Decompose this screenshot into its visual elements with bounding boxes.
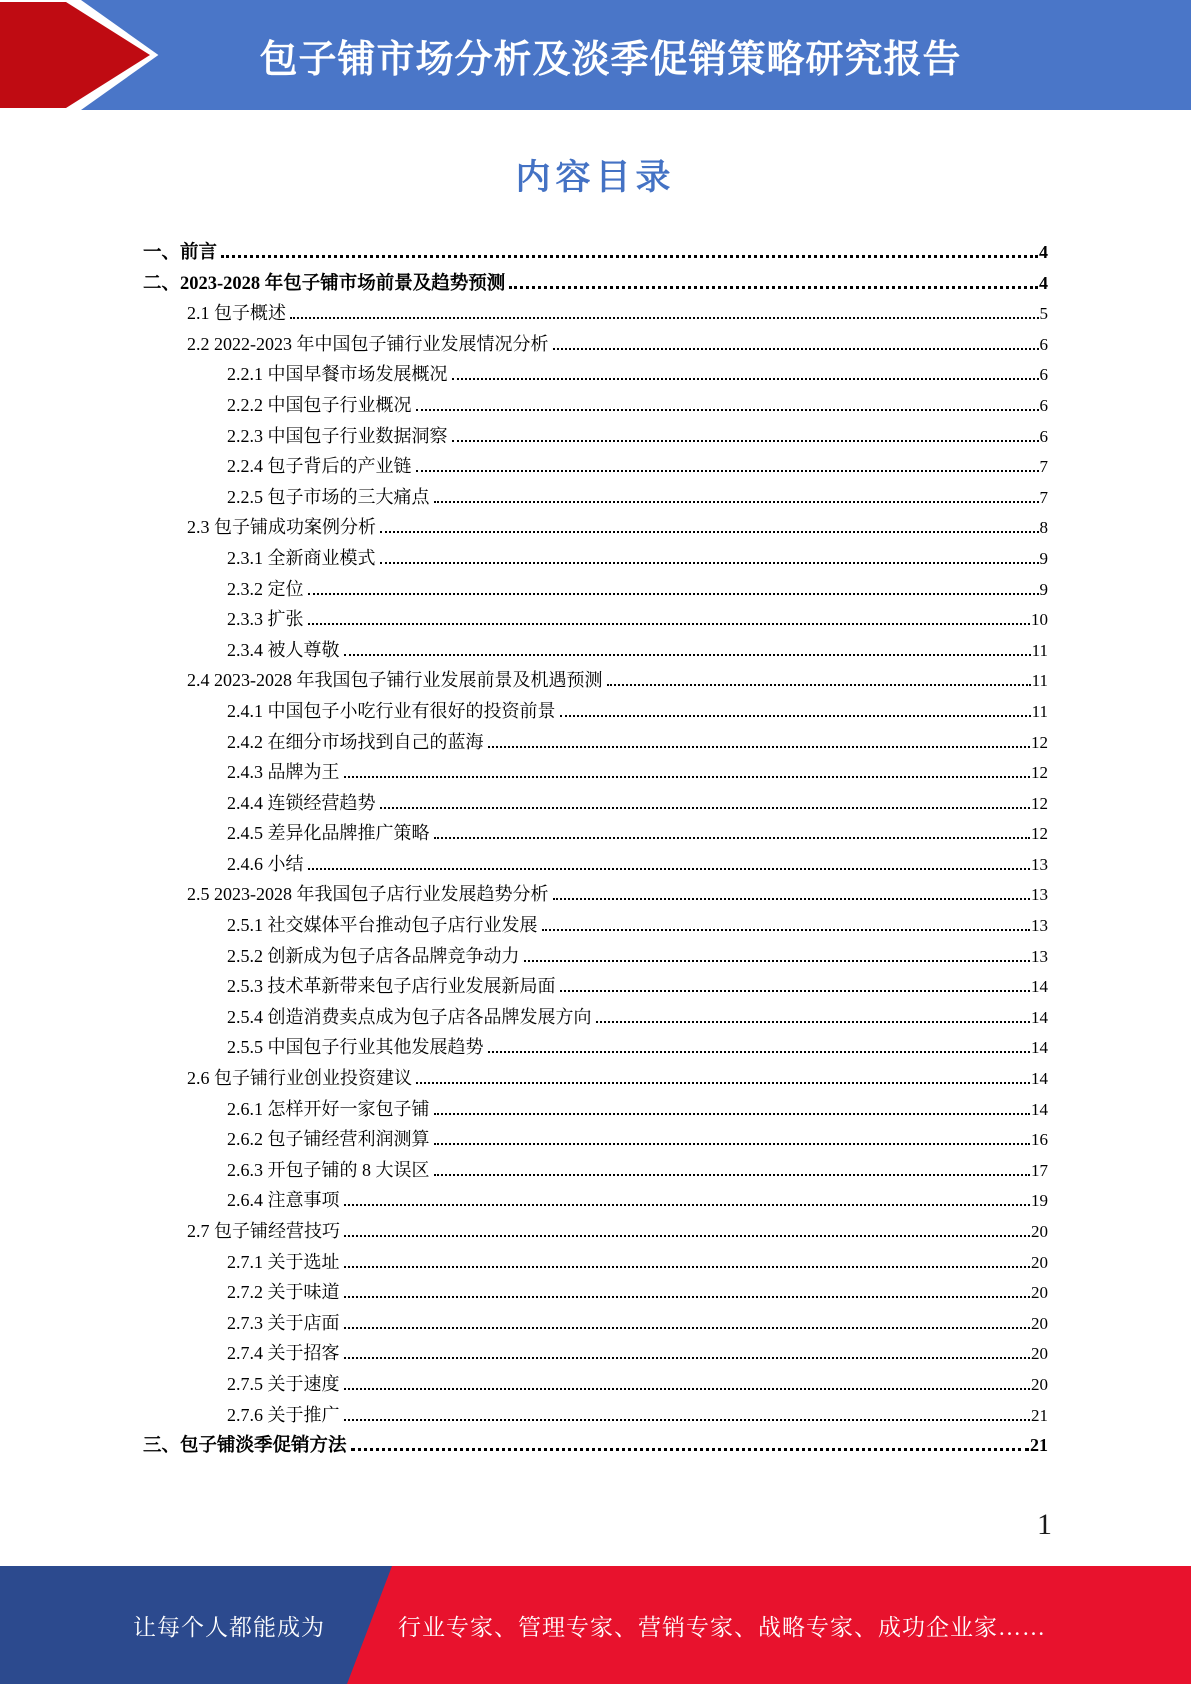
toc-leader-dots	[344, 1204, 1031, 1206]
toc-page-number: 12	[1031, 824, 1048, 844]
toc-leader-dots	[344, 1419, 1031, 1421]
toc-page-number: 20	[1031, 1222, 1048, 1241]
page-number: 1	[1037, 1508, 1052, 1541]
toc-page-number: 13	[1031, 885, 1048, 905]
toc-leader-dots	[308, 593, 1039, 595]
toc-entry[interactable]	[143, 941, 1048, 972]
toc-entry-label: 2.2.1 中国早餐市场发展概况	[227, 364, 448, 385]
toc-leader-dots	[380, 562, 1039, 564]
toc-entry[interactable]	[143, 451, 1048, 482]
toc-entry[interactable]	[143, 604, 1048, 635]
toc-leader-dots	[434, 1143, 1031, 1145]
toc-entry-label: 2.7.5 关于速度	[227, 1373, 340, 1394]
toc-entry[interactable]	[143, 390, 1048, 421]
toc-leader-dots	[344, 1266, 1031, 1268]
toc-leader-dots	[344, 654, 1031, 656]
toc-page-number: 20	[1031, 1252, 1048, 1272]
toc-page-number: 7	[1039, 457, 1048, 477]
toc-page-number: 12	[1031, 793, 1048, 813]
toc-page-number: 20	[1031, 1283, 1048, 1303]
toc-leader-dots	[434, 1174, 1031, 1176]
toc-page-number: 20	[1031, 1374, 1048, 1394]
toc-entry[interactable]	[143, 359, 1048, 390]
report-title: 包子铺市场分析及淡季促销策略研究报告	[259, 38, 962, 81]
toc-page-number: 14	[1031, 1038, 1048, 1058]
toc-entry-label: 一、前言	[143, 243, 218, 263]
toc-entry-label: 2.4.5 差异化品牌推广策略	[227, 823, 430, 844]
toc-page-number: 11	[1031, 671, 1048, 691]
toc-entry[interactable]	[143, 849, 1048, 880]
toc-leader-dots	[509, 286, 1038, 289]
toc-entry-label: 2.6.1 怎样开好一家包子铺	[227, 1098, 430, 1119]
table-of-contents	[143, 237, 1048, 1461]
toc-page-number: 8	[1039, 518, 1048, 538]
toc-entry-label: 2.6.3 开包子铺的 8 大误区	[227, 1159, 430, 1180]
toc-page-number: 20	[1031, 1313, 1048, 1333]
toc-entry[interactable]	[143, 1155, 1048, 1186]
toc-entry-label: 2.5.2 创新成为包子店各品牌竞争动力	[227, 945, 520, 966]
toc-page-number: 4	[1039, 272, 1048, 293]
toc-entry-label: 2.7.2 关于味道	[227, 1282, 340, 1303]
toc-entry-label: 2.7 包子铺经营技巧	[187, 1221, 340, 1241]
toc-entry-label: 2.3.4 被人尊敬	[227, 639, 340, 660]
toc-page-number: 6	[1039, 395, 1048, 415]
toc-page-number: 13	[1031, 854, 1048, 874]
toc-entry-label: 2.4 2023-2028 年我国包子铺行业发展前景及机遇预测	[187, 670, 603, 691]
toc-entry[interactable]	[143, 1216, 1048, 1247]
toc-leader-dots	[308, 868, 1031, 870]
toc-leader-dots	[434, 837, 1031, 839]
toc-leader-dots	[524, 960, 1031, 962]
toc-entry[interactable]	[143, 512, 1048, 543]
toc-leader-dots	[416, 1082, 1030, 1084]
toc-entry-label: 2.2.4 包子背后的产业链	[227, 456, 412, 477]
toc-page-number: 13	[1031, 946, 1048, 966]
toc-page-number: 4	[1039, 242, 1048, 262]
toc-page-number: 7	[1039, 487, 1048, 507]
toc-entry[interactable]	[143, 971, 1048, 1002]
toc-leader-dots	[434, 501, 1039, 503]
toc-entry-label: 2.7.6 关于推广	[227, 1404, 340, 1425]
toc-entry-label: 2.4.4 连锁经营趋势	[227, 792, 376, 813]
toc-leader-dots	[344, 1327, 1031, 1329]
toc-entry-label: 2.7.3 关于店面	[227, 1312, 340, 1333]
toc-entry[interactable]	[143, 574, 1048, 605]
toc-page-number: 14	[1031, 977, 1048, 997]
toc-entry[interactable]	[143, 543, 1048, 574]
toc-entry[interactable]	[143, 757, 1048, 788]
toc-entry-label: 2.3.3 扩张	[227, 609, 304, 630]
toc-entry-label: 2.2.3 中国包子行业数据洞察	[227, 425, 448, 446]
toc-entry[interactable]	[143, 482, 1048, 513]
toc-entry-label: 2.6.4 注意事项	[227, 1190, 340, 1211]
report-title-banner	[0, 0, 1191, 110]
toc-entry-label: 2.5.4 创造消费卖点成为包子店各品牌发展方向	[227, 1006, 592, 1027]
toc-page-number: 14	[1031, 1099, 1048, 1119]
toc-entry-label: 2.5.1 社交媒体平台推动包子店行业发展	[227, 915, 538, 936]
toc-page-number: 9	[1039, 579, 1048, 599]
footer	[0, 1566, 1191, 1684]
toc-entry[interactable]	[143, 1185, 1048, 1216]
toc-page-number: 12	[1031, 763, 1048, 783]
toc-page-number: 21	[1031, 1405, 1048, 1425]
toc-page-number: 12	[1031, 732, 1048, 752]
toc-entry-label: 2.4.3 品牌为王	[227, 762, 340, 783]
toc-entry[interactable]	[143, 268, 1048, 299]
toc-leader-dots	[452, 440, 1039, 442]
toc-entry[interactable]	[143, 1430, 1048, 1461]
footer-slogan-left: 让每个人都能成为	[133, 1614, 325, 1640]
toc-entry[interactable]	[143, 665, 1048, 696]
toc-entry[interactable]	[143, 818, 1048, 849]
toc-page-number: 14	[1031, 1069, 1048, 1089]
toc-page-number: 19	[1031, 1191, 1048, 1211]
toc-entry-label: 2.3.1 全新商业模式	[227, 547, 376, 568]
toc-entry-label: 2.2 2022-2023 年中国包子铺行业发展情况分析	[187, 333, 549, 354]
toc-page-number: 10	[1031, 610, 1048, 630]
toc-entry-label: 2.4.6 小结	[227, 853, 304, 874]
toc-page-number: 16	[1031, 1130, 1048, 1150]
toc-leader-dots	[434, 1113, 1031, 1115]
toc-leader-dots	[452, 378, 1039, 380]
toc-entry[interactable]	[143, 635, 1048, 666]
toc-page-number: 11	[1031, 640, 1048, 660]
toc-leader-dots	[560, 715, 1031, 717]
toc-leader-dots	[290, 317, 1039, 319]
toc-page-number: 9	[1039, 548, 1048, 568]
toc-leader-dots	[553, 898, 1031, 900]
toc-leader-dots	[596, 1021, 1031, 1023]
toc-heading: 内容目录	[515, 158, 676, 197]
toc-entry[interactable]	[143, 1338, 1048, 1369]
toc-entry[interactable]	[143, 1063, 1048, 1094]
toc-entry-label: 三、包子铺淡季促销方法	[143, 1436, 347, 1457]
toc-entry[interactable]	[143, 696, 1048, 727]
toc-page-number: 13	[1031, 916, 1048, 936]
toc-entry[interactable]	[143, 298, 1048, 329]
toc-entry[interactable]	[143, 727, 1048, 758]
toc-page-number: 11	[1031, 701, 1048, 721]
toc-leader-dots	[344, 1235, 1030, 1237]
toc-leader-dots	[416, 470, 1039, 472]
toc-leader-dots	[607, 684, 1031, 686]
toc-leader-dots	[380, 531, 1039, 533]
toc-page-number: 17	[1031, 1160, 1048, 1180]
toc-leader-dots	[542, 929, 1031, 931]
toc-entry[interactable]	[143, 879, 1048, 910]
toc-entry-label: 2.6 包子铺行业创业投资建议	[187, 1068, 412, 1089]
toc-entry-label: 2.2.2 中国包子行业概况	[227, 394, 412, 415]
toc-entry-label: 2.1 包子概述	[187, 303, 286, 324]
toc-leader-dots	[344, 1388, 1031, 1390]
toc-entry-label: 2.4.2 在细分市场找到自己的蓝海	[227, 731, 484, 752]
toc-page-number: 20	[1031, 1344, 1048, 1364]
toc-entry[interactable]	[143, 1277, 1048, 1308]
toc-leader-dots	[560, 990, 1031, 992]
toc-entry[interactable]	[143, 1247, 1048, 1278]
toc-entry-label: 2.4.1 中国包子小吃行业有很好的投资前景	[227, 700, 556, 721]
toc-entry[interactable]	[143, 1400, 1048, 1431]
toc-leader-dots	[221, 255, 1038, 258]
toc-page-number: 14	[1031, 1007, 1048, 1027]
toc-entry-label: 2.5.5 中国包子行业其他发展趋势	[227, 1037, 484, 1058]
toc-entry[interactable]	[143, 421, 1048, 452]
toc-entry[interactable]	[143, 1124, 1048, 1155]
footer-slogan-right: 行业专家、管理专家、营销专家、战略专家、成功企业家……	[398, 1614, 1046, 1640]
toc-leader-dots	[380, 807, 1031, 809]
toc-leader-dots	[308, 623, 1031, 625]
toc-entry[interactable]	[143, 237, 1048, 268]
toc-entry[interactable]	[143, 1308, 1048, 1339]
toc-leader-dots	[553, 348, 1039, 350]
toc-leader-dots	[351, 1448, 1029, 1451]
toc-entry-label: 2.7.4 关于招客	[227, 1343, 340, 1364]
toc-entry-label: 2.5 2023-2028 年我国包子店行业发展趋势分析	[187, 884, 549, 905]
toc-entry-label: 二、2023-2028 年包子铺市场前景及趋势预测	[143, 273, 506, 294]
toc-entry[interactable]	[143, 788, 1048, 819]
toc-entry[interactable]	[143, 1369, 1048, 1400]
toc-entry[interactable]	[143, 1094, 1048, 1125]
toc-page-number: 5	[1039, 304, 1048, 324]
toc-entry[interactable]	[143, 1002, 1048, 1033]
toc-entry[interactable]	[143, 329, 1048, 360]
toc-entry-label: 2.3 包子铺成功案例分析	[187, 517, 376, 538]
toc-leader-dots	[344, 1296, 1031, 1298]
toc-leader-dots	[488, 1051, 1031, 1053]
toc-entry-label: 2.7.1 关于选址	[227, 1251, 340, 1272]
toc-entry[interactable]	[143, 1032, 1048, 1063]
toc-page-number: 6	[1039, 334, 1048, 354]
toc-entry[interactable]	[143, 910, 1048, 941]
toc-page-number: 6	[1039, 426, 1048, 446]
toc-leader-dots	[416, 409, 1039, 411]
toc-leader-dots	[344, 1357, 1031, 1359]
toc-page-number: 6	[1039, 365, 1048, 385]
toc-entry-label: 2.3.2 定位	[227, 578, 304, 599]
toc-leader-dots	[488, 746, 1031, 748]
toc-entry-label: 2.5.3 技术革新带来包子店行业发展新局面	[227, 976, 556, 997]
toc-page-number: 21	[1030, 1435, 1048, 1456]
toc-entry-label: 2.2.5 包子市场的三大痛点	[227, 486, 430, 507]
toc-entry-label: 2.6.2 包子铺经营利润测算	[227, 1129, 430, 1150]
toc-leader-dots	[344, 776, 1031, 778]
